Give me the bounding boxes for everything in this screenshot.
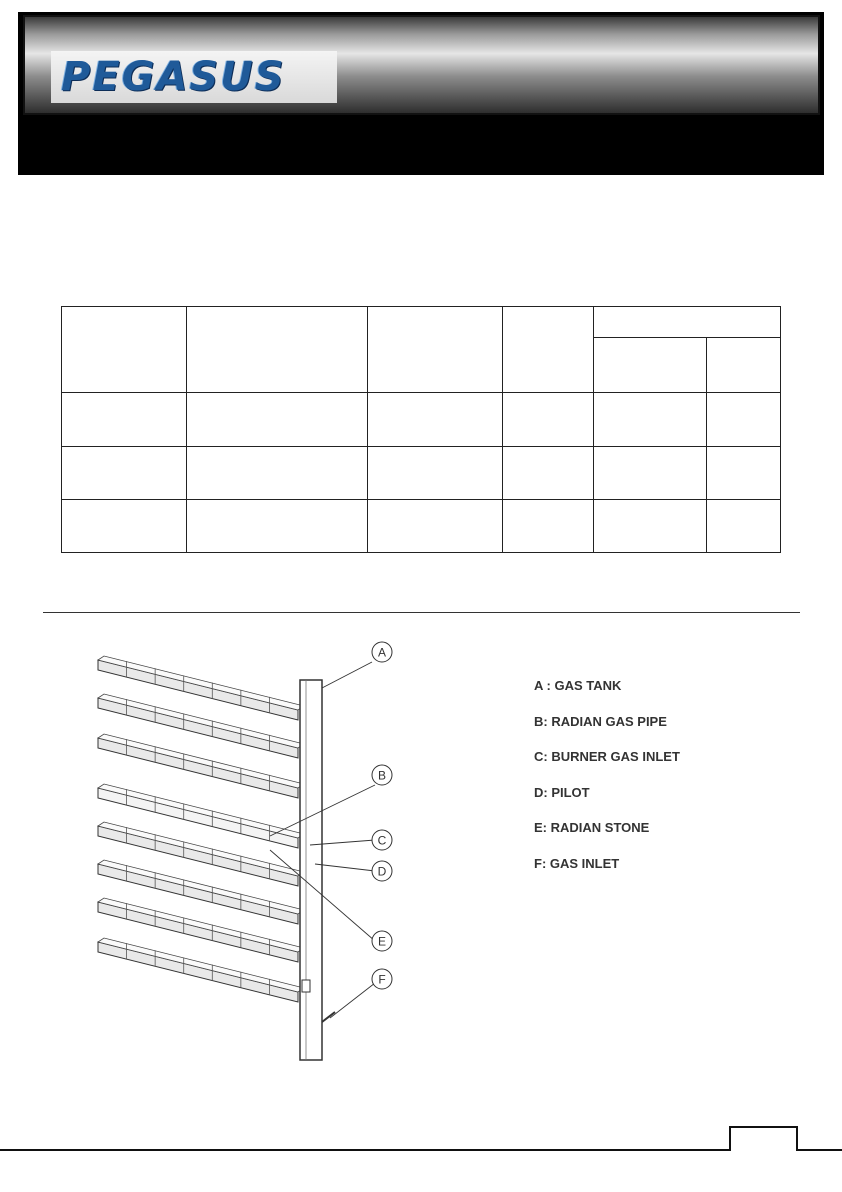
gas-tank-column: [300, 680, 322, 1060]
table-cell: [187, 446, 368, 499]
table-cell: [368, 499, 503, 552]
legend-item-radian-stone: E: RADIAN STONE: [534, 820, 650, 835]
footer-rule-left: [0, 1149, 730, 1151]
legend-item-pilot: D: PILOT: [534, 784, 590, 800]
callout-label-d: D: [377, 864, 387, 879]
diagram-legend: [534, 678, 680, 891]
logo-wordmark: PEGASUS: [61, 54, 286, 100]
gas-inlet-fitting: [302, 980, 310, 992]
section-divider: [43, 612, 800, 613]
table-cell: [62, 393, 187, 446]
table-row: [62, 393, 781, 446]
table-cell: [503, 499, 594, 552]
table-subheader-cell: [594, 338, 707, 393]
table-header-cell: [62, 307, 187, 393]
table-header-cell: [503, 307, 594, 393]
table-row: [62, 499, 781, 552]
table-cell: [707, 499, 781, 552]
table-cell: [187, 499, 368, 552]
header-banner: [18, 12, 824, 175]
table-cell: [707, 446, 781, 499]
spec-table: [61, 306, 781, 553]
table-row: [62, 446, 781, 499]
page-number-tab: [729, 1126, 798, 1151]
footer-rule-right: [797, 1149, 842, 1151]
callout-label-b: B: [377, 768, 387, 783]
legend-item-burner-gas-inlet: C: BURNER GAS INLET: [534, 749, 680, 764]
table-cell: [503, 446, 594, 499]
table-cell: [503, 393, 594, 446]
table-header-cell: [187, 307, 368, 393]
callout-label-a: A: [377, 645, 387, 660]
table-cell: [62, 446, 187, 499]
callout-markers: [372, 642, 392, 989]
table-cell: [594, 499, 707, 552]
legend-item-gas-inlet: F: GAS INLET: [534, 855, 620, 871]
table-cell: [187, 393, 368, 446]
legend-item-radian-gas-pipe: B: RADIAN GAS PIPE: [534, 713, 667, 729]
table-cell: [594, 393, 707, 446]
table-cell: [594, 446, 707, 499]
callout-label-c: C: [377, 833, 387, 848]
table-cell: [62, 499, 187, 552]
table-cell: [368, 446, 503, 499]
header-gradient-band: [23, 15, 820, 115]
callout-label-f: F: [378, 972, 386, 987]
table-subheader-cell: [707, 338, 781, 393]
table-cell: [707, 393, 781, 446]
brand-logo: [51, 51, 337, 103]
table-header-row: [62, 307, 781, 338]
table-header-group-cell: [594, 307, 781, 338]
burner-assembly-diagram: [90, 640, 420, 1070]
table-cell: [368, 393, 503, 446]
table-header-cell: [368, 307, 503, 393]
callout-label-e: E: [377, 934, 387, 949]
legend-item-gas-tank: A : GAS TANK: [534, 678, 622, 693]
